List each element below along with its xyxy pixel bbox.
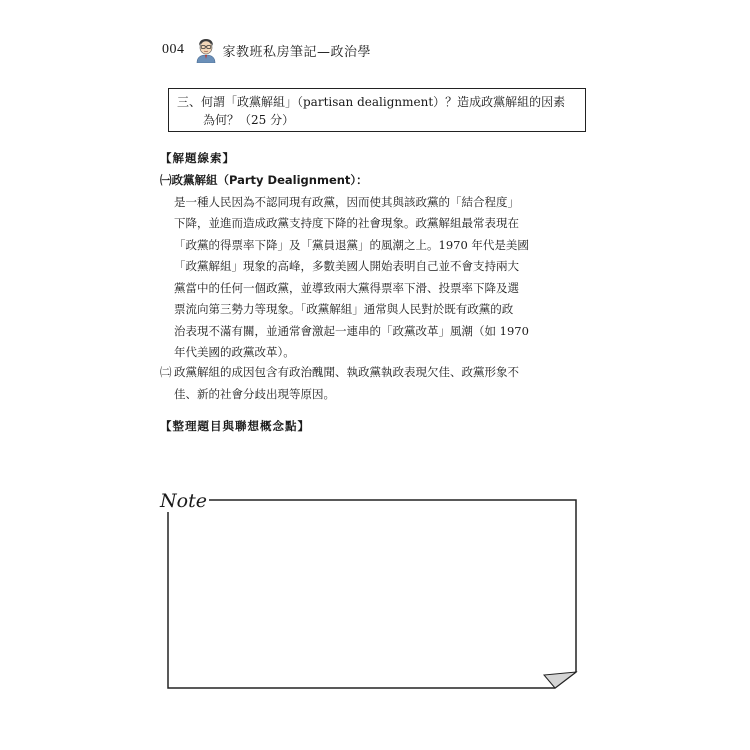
- point-one-title: ㈠政黨解組（Party Dealignment）：: [160, 173, 368, 187]
- question-text-line1: 三、何謂「政黨解組」（partisan dealignment）？造成政黨解組的因素: [177, 95, 566, 109]
- point-two-line: 政黨解組的成因包含有政治醜聞、執政黨執政表現欠佳、政黨形象不: [174, 365, 519, 379]
- point-one-line: 下降，並進而造成政黨支持度下降的社會現象。政黨解組最常表現在: [174, 216, 519, 230]
- point-two-first-line: [160, 362, 590, 384]
- note-label: Note: [160, 490, 207, 512]
- page-number: 004: [162, 42, 185, 57]
- point-one-line: 是一種人民因為不認同現有政黨，因而使其與該政黨的「結合程度」: [174, 194, 519, 209]
- point-two-line: 佳、新的社會分歧出現等原因。: [174, 386, 335, 401]
- point-one-line: 黨當中的任何一個政黨，並導致兩大黨得票率下滑、投票率下降及選: [174, 280, 519, 295]
- point-one-line: 「政黨的得票率下降」及「黨員退黨」的風潮之上。1970 年代是美國: [174, 237, 529, 252]
- point-one-line: 治表現不滿有關，並通常會激起一連串的「政黨改革」風潮（如 1970: [174, 323, 529, 338]
- question-text-line2: 為何？（25 分）: [203, 113, 295, 127]
- page-header: [162, 36, 371, 64]
- point-one: [160, 170, 590, 364]
- point-one-line: 年代美國的政黨改革）。: [174, 345, 295, 359]
- teacher-avatar-icon: [195, 37, 217, 63]
- point-two: [160, 362, 590, 405]
- question-box: [168, 88, 586, 132]
- point-two-marker: ㈡: [160, 365, 172, 379]
- solution-clues-heading: 【解題線索】: [160, 151, 235, 165]
- point-one-line: 票流向第三勢力等現象。「政黨解組」通常與人民對於既有政黨的政: [174, 302, 514, 316]
- book-title: 家教班私房筆記—政治學: [222, 44, 372, 60]
- related-concepts-heading: 【整理題目與聯想概念點】: [160, 419, 310, 433]
- point-one-line: 「政黨解組」現象的高峰，多數美國人開始表明自己並不會支持兩大: [174, 259, 519, 273]
- note-area: [160, 490, 580, 695]
- point-one-body: [160, 192, 590, 364]
- note-frame: [160, 490, 580, 695]
